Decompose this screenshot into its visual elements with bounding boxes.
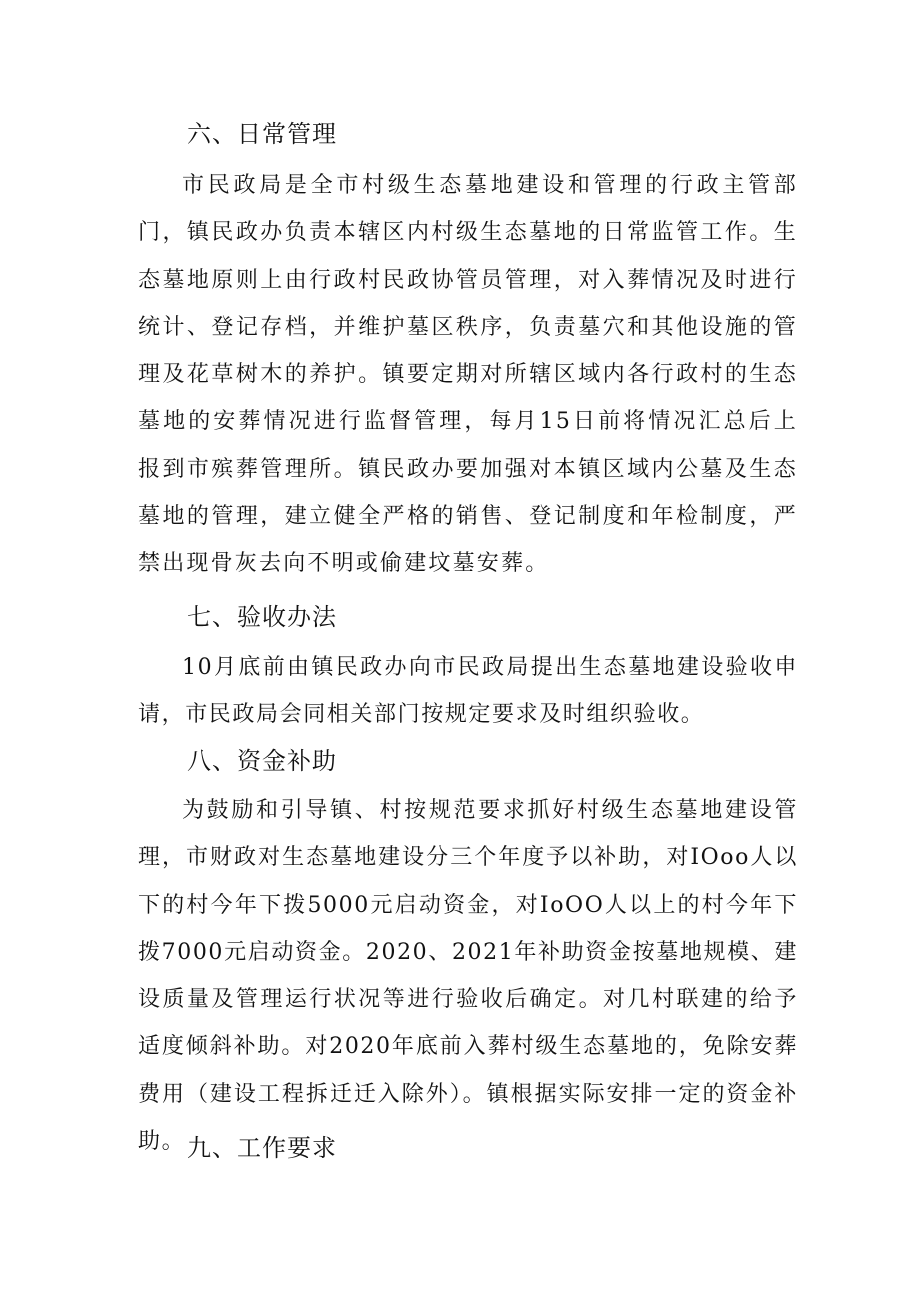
paragraph-daily-management: 市民政局是全市村级生态墓地建设和管理的行政主管部门，镇民政办负责本辖区内村级生态墓地的日常监管工作。生态墓地原则上由行政村民政协管员管理，对入葬情况及时进行统计、登记存档，并维护墓区秩序，负责墓穴和其他设施的管理及花草树木的养护。镇要定期对所辖区域内各行政村的生态墓地的安葬情况进行监督管理，每月15日前将情况汇总后上报到市殡葬管理所。镇民政办要加强对本镇区域内公墓及生态墓地的管理，建立健全严格的销售、登记制度和年检制度，严禁出现骨灰去向不明或偷建坟墓安葬。 (138, 173, 798, 577)
section-heading-acceptance: 七、验收办法 (187, 603, 337, 631)
paragraph-acceptance: 10月底前由镇民政办向市民政局提出生态墓地建设验收申请，市民政局会同相关部门按规定要求及时组织验收。 (138, 655, 798, 728)
section-heading-daily-management: 六、日常管理 (187, 120, 337, 148)
section-heading-work-requirements: 九、工作要求 (187, 1134, 337, 1162)
section-heading-funding: 八、资金补助 (187, 747, 337, 775)
paragraph-funding: 为鼓励和引导镇、村按规范要求抓好村级生态墓地建设管理，市财政对生态墓地建设分三个年度予以补助，对IOoo人以下的村今年下拨5000元启动资金，对IoOO人以上的村今年下拨7000元启动资金。2020、2021年补助资金按墓地规模、建设质量及管理运行状况等进行验收后确定。对几村联建的给予适度倾斜补助。对2020年底前入葬村级生态墓地的，免除安葬费用（建设工程拆迁迁入除外）。镇根据实际安排一定的资金补助。 (138, 798, 798, 1155)
